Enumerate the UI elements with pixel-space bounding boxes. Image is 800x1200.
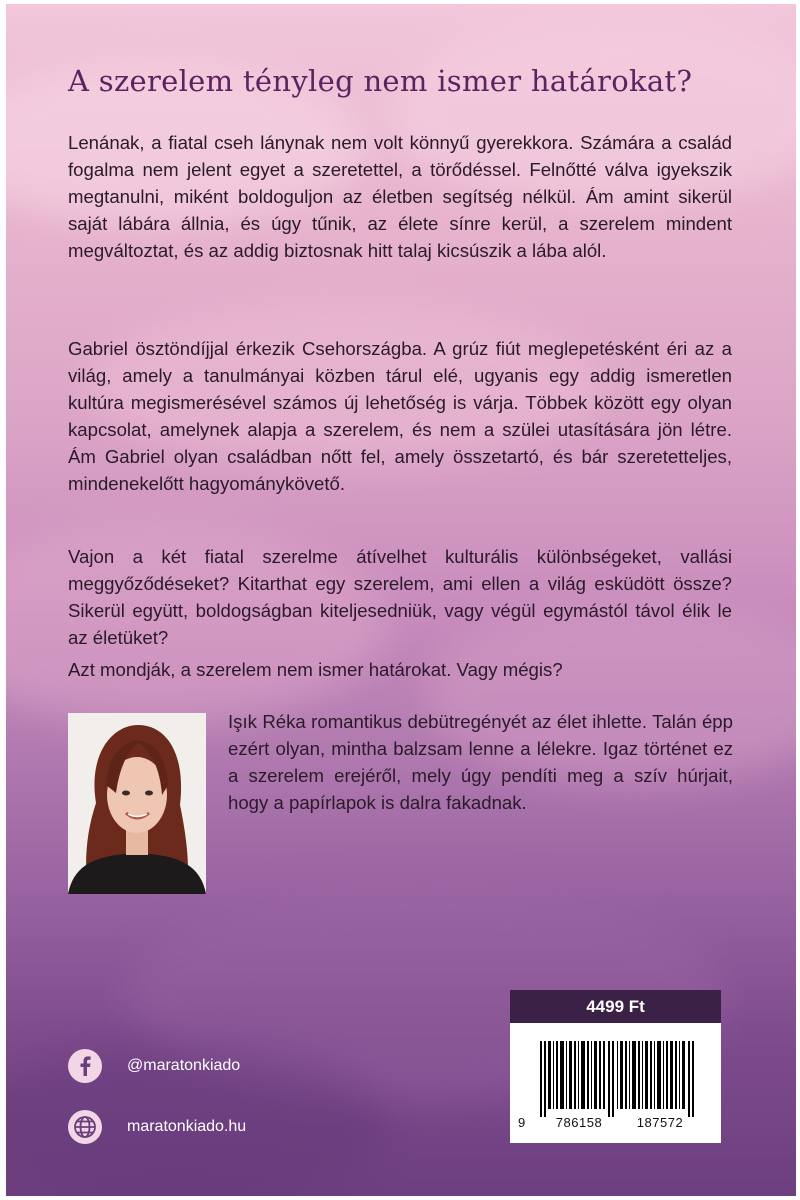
globe-icon: [68, 1110, 102, 1144]
isbn-digits-left: 786158: [555, 1115, 603, 1130]
author-portrait-illustration: [68, 713, 206, 894]
blurb-paragraph-4: Azt mondják, a szerelem nem ismer határokat. Vagy mégis?: [68, 659, 563, 680]
blurb-paragraph-3: Vajon a két fiatal szerelme átívelhet kulturális különbségeket, vallási meggyőződéseket? Kitarthat egy szerelem, ami ellen a világ esküdött össze? Sikerül együtt, boldogságban kiteljesedniük, vagy végül egymástól távol élik le az életüket?: [68, 546, 732, 648]
blurb-paragraph-2: Gabriel ösztöndíjjal érkezik Csehországba. A grúz fiút meglepetésként éri az a világ, amely a tanulmányai közben tárul elé, ugyanis egy addig ismeretlen kultúra megismerésével számos új lehetőség is várja. Többek között egy olyan kapcsolat, amelynek alapja a szerelem, és nem a szülei utasítására jön létre. Ám Gabriel olyan családban nőtt fel, amely összetartó, és bár szeretetteljes, mindenekelőtt hagyománykövető.: [68, 338, 732, 494]
barcode-bars: [532, 1041, 702, 1117]
facebook-handle: @maratonkiado: [127, 1057, 241, 1074]
isbn-barcode: [510, 1023, 721, 1143]
website-url: maratonkiado.hu: [127, 1118, 247, 1135]
isbn-digits-right: 187572: [636, 1115, 684, 1130]
isbn-digit-prefix: 9: [518, 1115, 526, 1130]
cover-tagline: A szerelem tényleg nem ismer határokat?: [68, 64, 693, 98]
price-label: 4499 Ft: [510, 990, 721, 1023]
facebook-link[interactable]: [68, 1049, 240, 1083]
author-bio: Işık Réka romantikus debütregényét az élet ihlette. Talán épp ezért olyan, mintha balzsam lenne a lélekre. Igaz történet ez a szerelem erejéről, mely úgy pendíti meg a szív húrjait, hogy a papírlapok is dalra fakadnak.: [228, 711, 733, 813]
facebook-icon: [68, 1049, 102, 1083]
website-link[interactable]: [68, 1110, 246, 1144]
blurb-paragraph-1: Lenának, a fiatal cseh lánynak nem volt könnyű gyerekkora. Számára a család fogalma nem jelent egyet a szeretettel, a törődéssel. Felnőtté válva igyekszik megtanulni, miként boldoguljon az életben segítség nélkül. Ám amint sikerül saját lábára állnia, és úgy tűnik, az élete sínre kerül, a szerelem mindent megváltoztat, és az addig biztosnak hitt talaj kicsúszik a lába alól.: [68, 132, 732, 261]
author-photo: [68, 713, 206, 894]
